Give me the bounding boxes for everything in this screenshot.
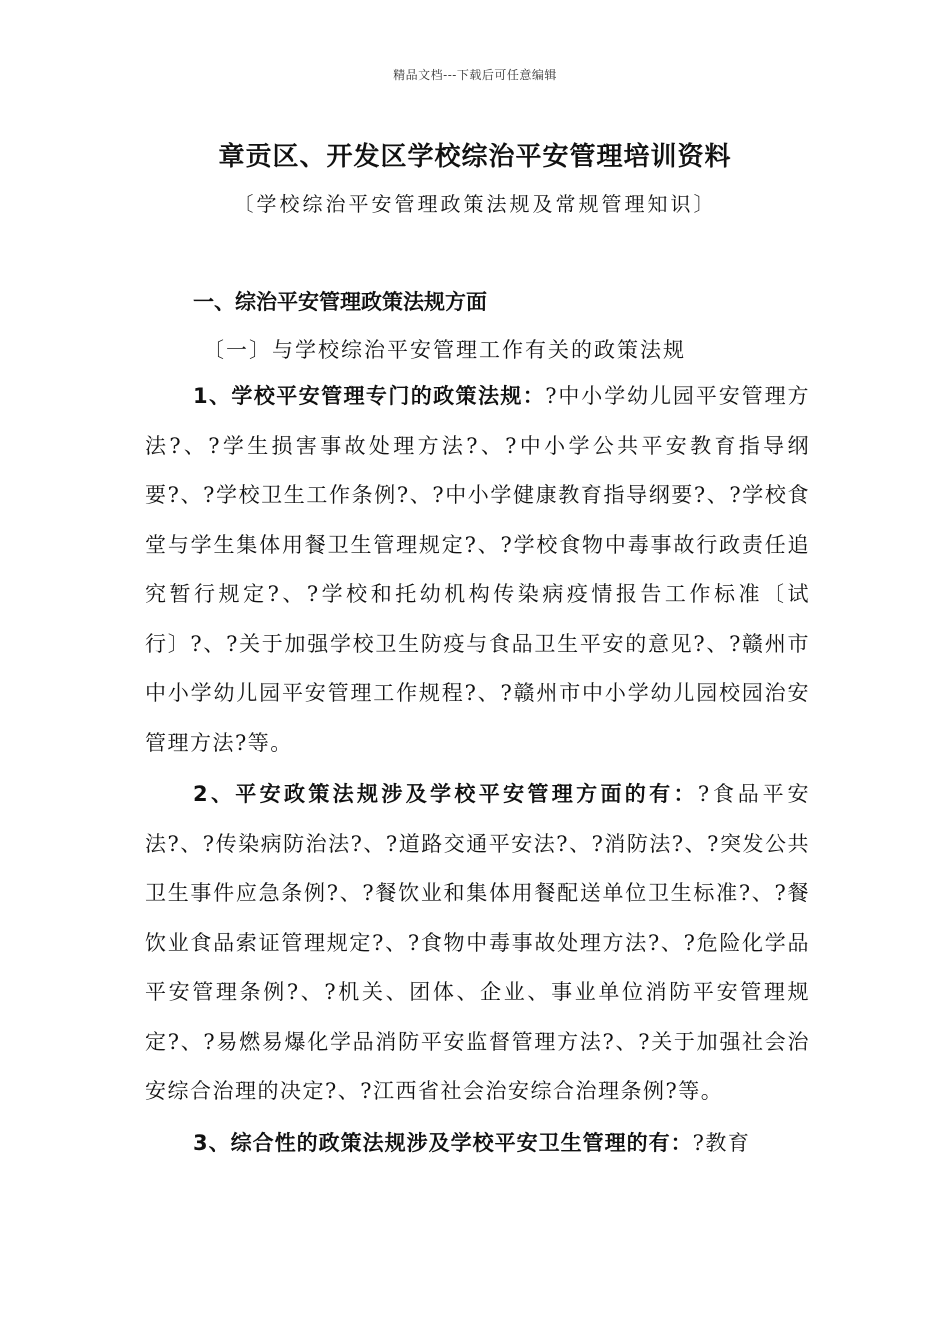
section-heading: 一、综治平安管理政策法规方面 [193,290,487,314]
paragraph-text: ?教育 [692,1130,751,1155]
document-subtitle: 〔学校综治平安管理政策法规及常规管理知识〕 [233,192,717,216]
paragraph-item-3 [145,1119,810,1169]
paragraph-lead: 2、平安政策法规涉及学校平安管理方面的有： [193,782,698,806]
document-body [145,282,810,1168]
sub-heading: 〔一〕与学校综治平安管理工作有关的政策法规 [203,338,686,362]
paragraph-lead: 3、综合性的政策法规涉及学校平安卫生管理的有： [193,1130,693,1155]
paragraph-lead: 1、学校平安管理专门的政策法规： [193,384,546,408]
paragraph-text: ?食品平安法?、?传染病防治法?、?道路交通平安法?、?消防法?、?突发公共卫生事件应急条例?、?餐饮业和集体用餐配送单位卫生标准?、?餐饮业食品索证管理规定?、?食物中毒事故处理方法?、?危险化学品平安管理条例?、?机关、团体、企业、事业单位消防平安管理规定?、?易燃易爆化学品消防平安监督管理方法?、?关于加强社会治安综合治理的决定?、?江西省社会治安综合治理条例?等。 [145,782,810,1103]
header-note: 精品文档---下载后可任意编辑 [393,68,557,82]
paragraph-text: ?中小学幼儿园平安管理方法?、?学生损害事故处理方法?、?中小学公共平安教育指导纲要?、?学校卫生工作条例?、?中小学健康教育指导纲要?、?学校食堂与学生集体用餐卫生管理规定?、?学校食物中毒事故行政责任追究暂行规定?、?学校和托幼机构传染病疫情报告工作标准〔试行〕?、?关于加强学校卫生防疫与食品卫生平安的意见?、?赣州市中小学幼儿园平安管理工作规程?、?赣州市中小学幼儿园校园治安管理方法?等。 [145,384,810,755]
paragraph-item-1 [145,372,810,768]
paragraph-item-2 [145,770,810,1117]
document-title: 章贡区、开发区学校综治平安管理培训资料 [218,142,732,172]
